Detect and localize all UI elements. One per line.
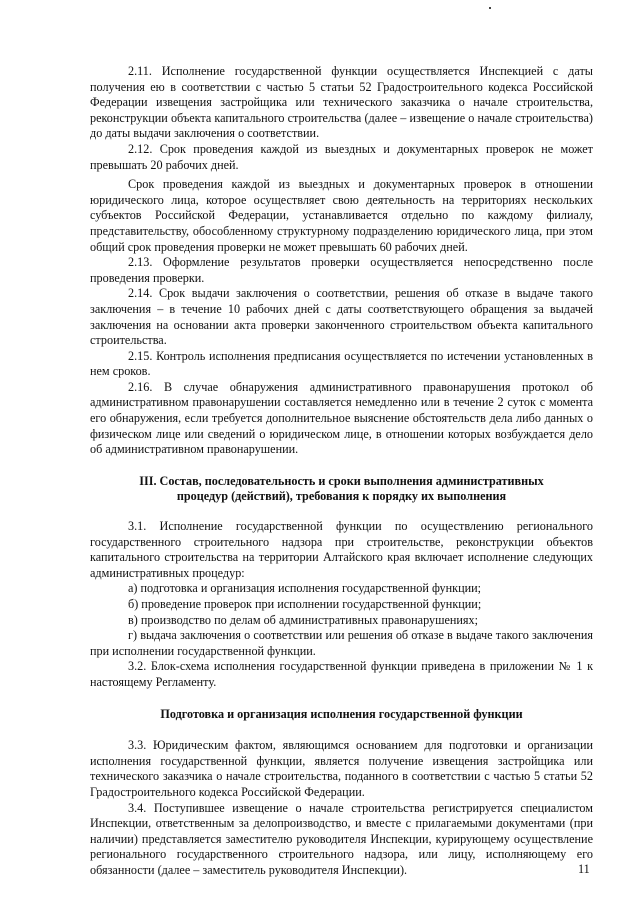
- paragraph-2-12: 2.12. Срок проведения каждой из выездных и документарных проверок не может превышать 20 рабочих дней.: [90, 141, 593, 172]
- scan-speck: [489, 7, 491, 9]
- paragraph-2-15: 2.15. Контроль исполнения предписания осуществляется по истечении установленных в нем сроков.: [90, 348, 593, 379]
- list-item-d: г) выдача заключения о соответствии или решения об отказе в выдаче такого заключения при исполнении государственной функции.: [90, 628, 593, 658]
- paragraph-2-13: 2.13. Оформление результатов проверки осуществляется непосредственно после проведения проверки.: [90, 255, 593, 285]
- page-content: [90, 64, 593, 879]
- list-item-c: в) производство по делам об административных правонарушениях;: [128, 612, 479, 627]
- paragraph-3-1: 3.1. Исполнение государственной функции по осуществлению регионального государственного строительного надзора при строительстве, реконструкции объектов капитального строительства на территории Алтайского края включает исполнение следующих административных процедур:: [90, 519, 593, 580]
- section-3-heading: [90, 474, 593, 505]
- paragraph-3-2: 3.2. Блок-схема исполнения государственной функции приведена в приложении № 1 к настоящему Регламенту.: [90, 659, 593, 689]
- paragraph-3-3: 3.3. Юридическим фактом, являющимся основанием для подготовки и организации исполнения государственной функции, является получение извещения застройщика или технического заказчика о начале строительства, поданного в соответствии с частью 5 статьи 52 Градостроительного кодекса Российской Федерации.: [90, 738, 593, 799]
- subsection-heading: Подготовка и организация исполнения государственной функции: [160, 706, 523, 721]
- paragraph-2-14: 2.14. Срок выдачи заключения о соответствии, решения об отказе в выдаче такого заключения – в течение 10 рабочих дней с даты соответствующего обращения за выдачей заключения на основании акта проверки законченного строительством объекта капитального строительства.: [90, 286, 593, 348]
- paragraph-2-16: 2.16. В случае обнаружения административного правонарушения протокол об административном правонарушении составляется немедленно или в течение 2 суток с момента его обнаружения, если требуется дополнительное выяснение обстоятельств дела либо данных о физическом лице или сведений о юридическом лице, в отношении которых возбуждается дело об административном правонарушении.: [90, 379, 593, 457]
- paragraph-2-11: 2.11. Исполнение государственной функции осуществляется Инспекцией с даты получения ею в соответствии с частью 5 статьи 52 Градостроительного кодекса Российской Федерации извещения застройщика или технического заказчика о начале строительства, реконструкции объекта капитального строительства (далее – извещение о начале строительства) до даты выдачи заключения о соответствии.: [90, 64, 593, 141]
- page-number: 11: [578, 862, 590, 876]
- list-item-b: б) проведение проверок при исполнении государственной функции;: [128, 597, 482, 611]
- paragraph-2-12-continued: Срок проведения каждой из выездных и документарных проверок в отношении юридического лица, которое осуществляет свою деятельность на территориях нескольких субъектов Российской Федерации, устанавливается отдельно по каждому филиалу, представительству, обособленному структурному подразделению юридического лица, при этом общий срок проведения проверки не может превышать 60 рабочих дней.: [90, 177, 593, 254]
- paragraph-3-4: 3.4. Поступившее извещение о начале строительства регистрируется специалистом Инспекции, ответственным за делопроизводство, и вместе с прилагаемыми документами (при наличии) представляется заместителю руководителя Инспекции, курирующему осуществление регионального государственного строительного надзора, или лицу, исполняющему его обязанности (далее – заместитель руководителя Инспекции).: [90, 800, 593, 877]
- section-3-heading-line2: процедур (действий), требования к порядку их выполнения: [176, 489, 507, 504]
- list-item-a: а) подготовка и организация исполнения государственной функции;: [128, 581, 482, 596]
- section-3-heading-line1: III. Состав, последовательность и сроки выполнения административных: [139, 473, 544, 488]
